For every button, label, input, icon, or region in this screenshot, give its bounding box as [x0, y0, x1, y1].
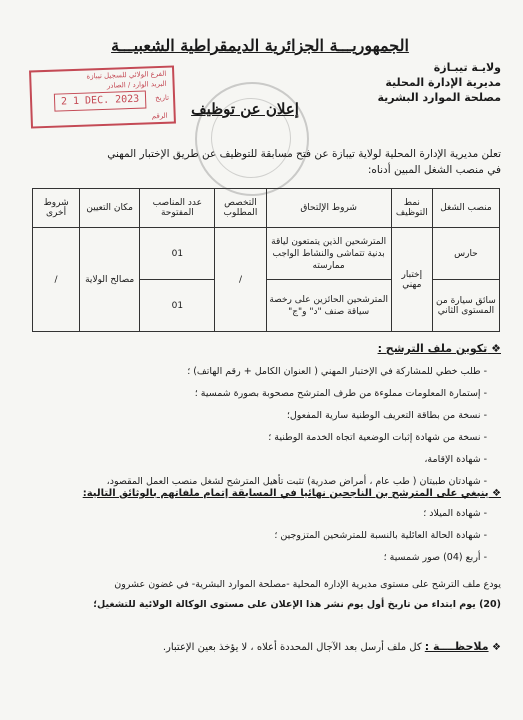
list-item: - شهادة الميلاد ؛: [423, 508, 487, 519]
deposit-line1: يودع ملف الترشح على مستوى مديرية الإدارة المحلية -مصلحة الموارد البشرية- في غضون عشرون: [114, 579, 501, 590]
col-location: مكان التعيين: [80, 189, 140, 228]
received-stamp: [29, 65, 176, 128]
cell-condition: المترشحين الذين يتمتعون لياقة بدنية تتماشى والنشاط الواجب ممارسته: [266, 228, 391, 280]
final-section-title: ينبغي على المترشح بن الناجحين نهائيا في المسابقة إتمام ملفاتهم بالوثائق التالية:: [82, 488, 489, 499]
directorate-name: مديرية الإدارة المحلية: [385, 76, 501, 89]
bullet-icon: ❖: [487, 342, 501, 355]
service-name: مصلحة الموارد البشرية: [377, 91, 501, 104]
stamp-line2: البريد الوارد / الصادر: [106, 79, 167, 90]
announcement-title: إعلان عن توظيف: [191, 100, 299, 118]
bullet-icon: ❖: [488, 488, 501, 499]
jobs-table: [32, 188, 500, 332]
administration-block: [377, 60, 501, 105]
cell-post: حارس: [432, 228, 499, 280]
republic-title: الجمهوريـــة الجزائرية الديمقراطية الشعبيـــة: [111, 36, 409, 55]
list-item: - شهادة الإقامة،: [424, 454, 487, 465]
cell-specialty: /: [215, 228, 266, 332]
table-header-row: [33, 189, 500, 228]
cell-count: 01: [140, 228, 215, 280]
stamp-number-label: الرقم: [151, 111, 168, 121]
cell-count: 01: [140, 280, 215, 332]
cell-mode: إختبار مهني: [391, 228, 432, 332]
deposit-paragraph: [21, 575, 501, 615]
col-post: منصب الشغل: [432, 189, 499, 228]
col-specialty: التخصص المطلوب: [215, 189, 266, 228]
cell-condition: المترشحين الحائزين على رخصة سياقة صنف "د" و"ج": [266, 280, 391, 332]
stamp-line1: الفرع الولائي للسجيل تيبازة: [86, 69, 167, 81]
note-text: كل ملف أرسل بعد الآجال المحددة أعلاه ، لا يؤخذ بعين الإعتبار.: [162, 642, 422, 653]
file-section: [21, 342, 501, 493]
bullet-icon: ❖: [488, 642, 501, 653]
note-block: [21, 640, 501, 653]
col-mode: نمط التوظيف: [391, 189, 432, 228]
col-count: عدد المناصب المفتوحة: [140, 189, 215, 228]
note-label: ملاحظــــة :: [424, 640, 489, 653]
intro-line1: تعلن مديرية الإدارة المحلية لولاية تيبازة عن فتح مسابقة للتوظيف عن طريق الإختبار المهني: [107, 148, 501, 160]
list-item: - شهادة الحالة العائلية بالنسبة للمترشحين المتزوجين ؛: [274, 530, 487, 541]
deposit-line2: (20) يوم ابتداء من تاريخ أول يوم نشر هذا الإعلان على مستوى الوكالة الولائية للتشغيل؛: [93, 599, 501, 610]
stamp-date: 2 1 DEC. 2023: [54, 90, 147, 111]
final-section: [21, 488, 501, 569]
stamp-date-label: تاريخ: [154, 93, 170, 103]
list-item: - نسخة من شهادة إثبات الوضعية اتجاه الخدمة الوطنية ؛: [268, 432, 487, 443]
table-row: [33, 228, 500, 280]
col-other: شروط أخرى: [33, 189, 80, 228]
intro-line2: في منصب الشغل المبين أدناه:: [367, 164, 501, 176]
list-item: - شهادتان طبيتان ( طب عام ، أمراض صدرية) تثبت تأهيل المترشح لشغل منصب العمل المقصود،: [106, 476, 487, 487]
list-item: - أربع (04) صور شمسية ؛: [383, 552, 487, 563]
intro-paragraph: [21, 146, 501, 178]
col-conditions: شروط الإلتحاق: [266, 189, 391, 228]
list-item: - طلب خطي للمشاركة في الإختبار المهني ( العنوان الكامل + رقم الهاتف) ؛: [187, 366, 487, 377]
list-item: - إستمارة المعلومات مملوءة من طرف المترشح مصحوبة بصورة شمسية ؛: [194, 388, 487, 399]
wilaya-name: ولايـة تيبـازة: [433, 61, 501, 74]
list-item: - نسخة من بطاقة التعريف الوطنية سارية المفعول؛: [286, 410, 487, 421]
cell-location: مصالح الولاية: [80, 228, 140, 332]
cell-other: /: [33, 228, 80, 332]
cell-post: سائق سيارة من المستوى الثاني: [432, 280, 499, 332]
file-section-title: تكوين ملف الترشح :: [377, 342, 488, 355]
